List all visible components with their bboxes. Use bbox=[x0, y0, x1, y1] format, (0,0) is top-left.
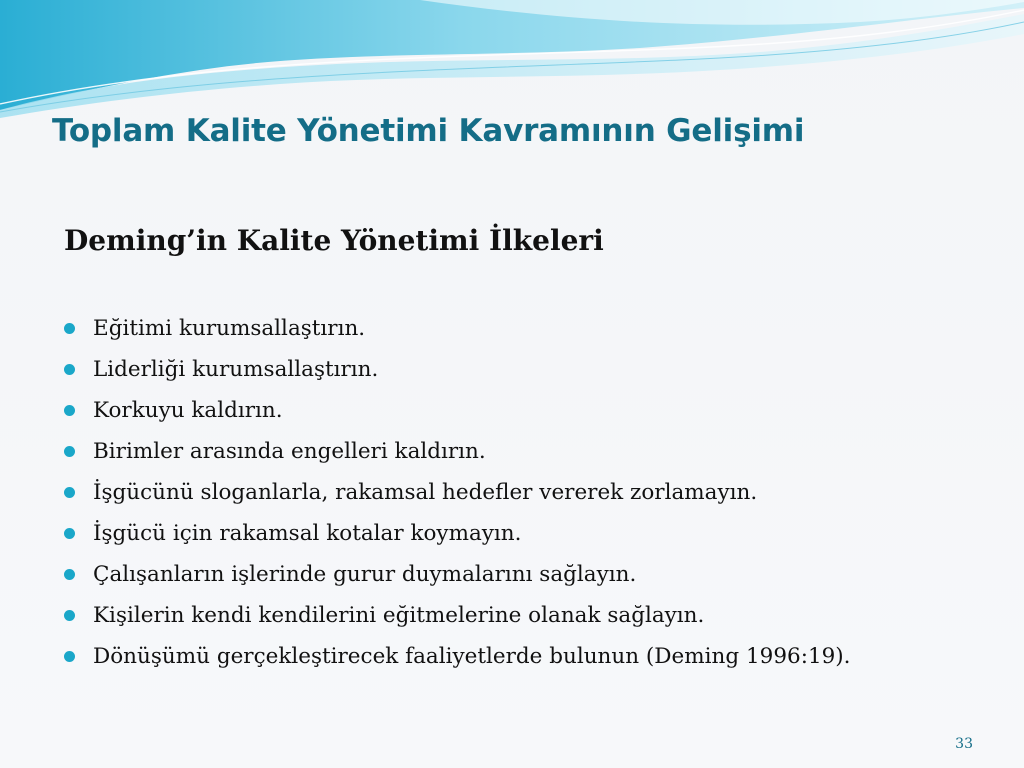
bullet-text: Korkuyu kaldırın. bbox=[93, 398, 283, 423]
bullet-item bbox=[64, 601, 851, 642]
bullet-item bbox=[64, 478, 851, 519]
bullet-item bbox=[64, 437, 851, 478]
bullet-text: Dönüşümü gerçekleştirecek faaliyetlerde bulunun (Deming 1996:19). bbox=[93, 644, 851, 669]
bullet-list bbox=[64, 314, 851, 683]
bullet-item bbox=[64, 396, 851, 437]
bullet-text: Birimler arasında engelleri kaldırın. bbox=[93, 439, 486, 464]
bullet-dot-icon bbox=[64, 364, 75, 375]
bullet-dot-icon bbox=[64, 528, 75, 539]
bullet-text: İşgücünü sloganlarla, rakamsal hedefler vererek zorlamayın. bbox=[93, 480, 758, 505]
bullet-dot-icon bbox=[64, 405, 75, 416]
bullet-item bbox=[64, 642, 851, 683]
bullet-item bbox=[64, 355, 851, 396]
bullet-text: Çalışanların işlerinde gurur duymalarını sağlayın. bbox=[93, 562, 637, 587]
bullet-item bbox=[64, 519, 851, 560]
bullet-dot-icon bbox=[64, 487, 75, 498]
bullet-dot-icon bbox=[64, 610, 75, 621]
slide-subtitle: Deming’in Kalite Yönetimi İlkeleri bbox=[64, 224, 604, 257]
header-wave-decoration bbox=[0, 0, 1024, 120]
bullet-item bbox=[64, 560, 851, 601]
bullet-text: Eğitimi kurumsallaştırın. bbox=[93, 316, 366, 341]
page-number: 33 bbox=[955, 736, 973, 752]
bullet-dot-icon bbox=[64, 651, 75, 662]
bullet-text: Kişilerin kendi kendilerini eğitmelerine olanak sağlayın. bbox=[93, 603, 705, 628]
bullet-dot-icon bbox=[64, 446, 75, 457]
bullet-item bbox=[64, 314, 851, 355]
bullet-text: Liderliği kurumsallaştırın. bbox=[93, 357, 379, 382]
bullet-dot-icon bbox=[64, 323, 75, 334]
bullet-dot-icon bbox=[64, 569, 75, 580]
bullet-text: İşgücü için rakamsal kotalar koymayın. bbox=[93, 521, 522, 546]
slide-title: Toplam Kalite Yönetimi Kavramının Gelişimi bbox=[52, 113, 805, 149]
